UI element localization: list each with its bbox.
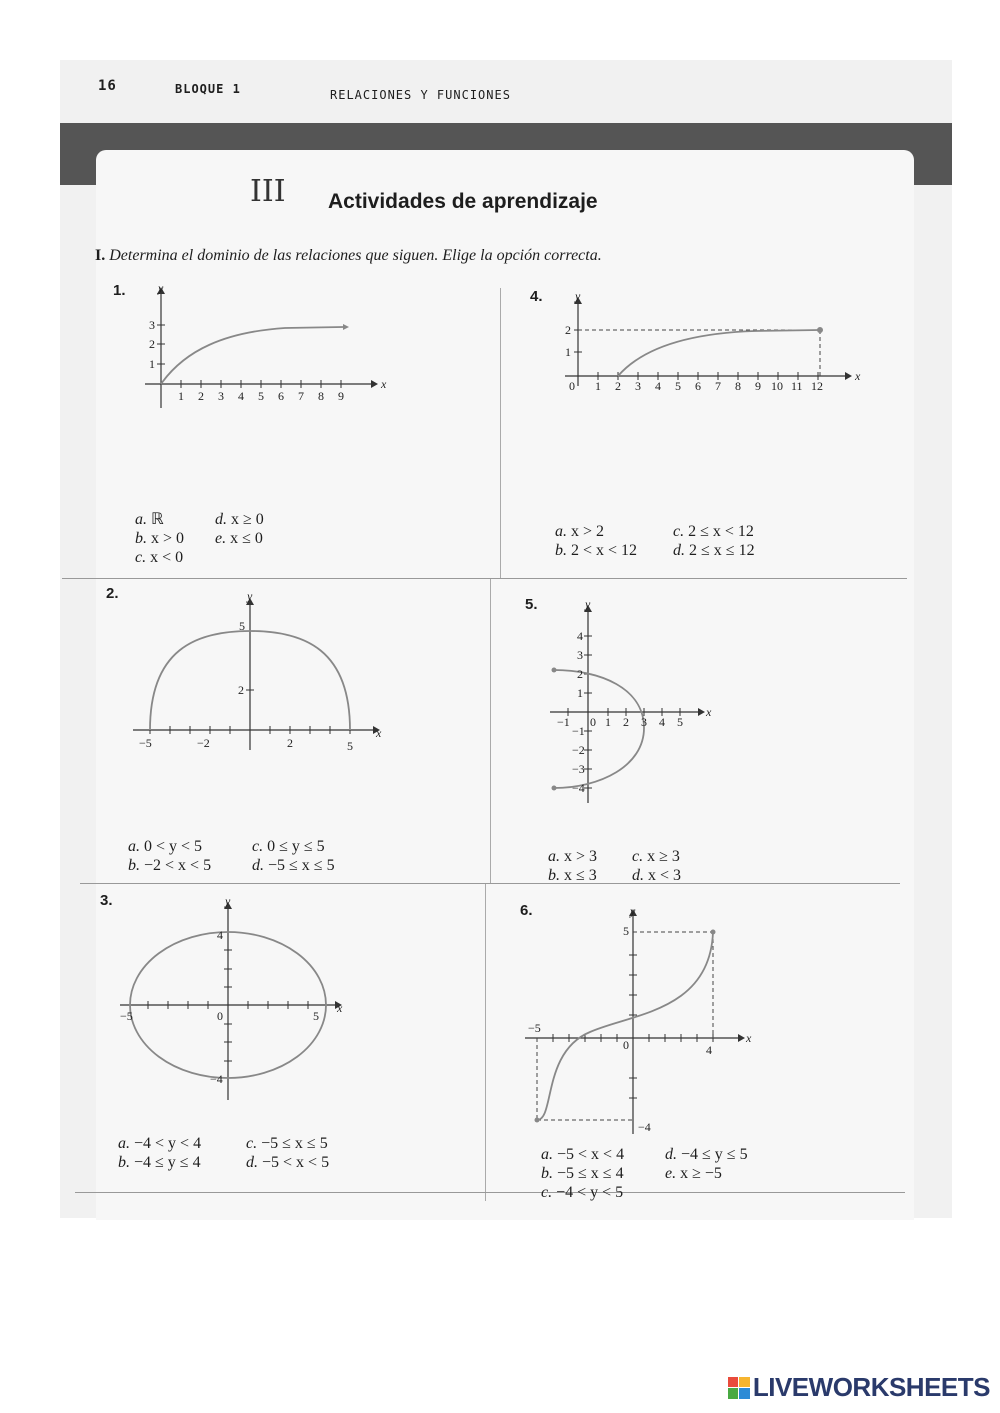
x-tick-label: 2 bbox=[623, 715, 629, 729]
x-tick-label: 12 bbox=[811, 379, 823, 393]
y-tick-label: 2 bbox=[565, 323, 571, 337]
page-number: 16 bbox=[98, 78, 117, 94]
x-tick-label: 6 bbox=[695, 379, 701, 393]
x-tick-label: 1 bbox=[605, 715, 611, 729]
curve bbox=[618, 330, 820, 376]
curve bbox=[161, 327, 343, 384]
problem-6-number: 6. bbox=[520, 902, 533, 919]
problem-2-options: a. 0 < y < 5 c. 0 ≤ y ≤ 5 b. −2 < x < 5 d. −5 ≤ x ≤ 5 bbox=[128, 838, 335, 874]
problem-3-graph bbox=[110, 895, 360, 1105]
block-label: BLOQUE 1 bbox=[175, 82, 241, 96]
problem-4-number: 4. bbox=[530, 288, 543, 305]
x-tick-label: 9 bbox=[755, 379, 761, 393]
x-tick-label: 4 bbox=[659, 715, 665, 729]
y-tick-label: −4 bbox=[638, 1120, 651, 1134]
problem-6-options: a. −5 < x < 4 d. −4 ≤ y ≤ 5 b. −5 ≤ x ≤ 4 e. x ≥ −5 c. −4 < y < 5 bbox=[541, 1146, 748, 1201]
brand-text: LIVEWORKSHEETS bbox=[752, 1372, 990, 1402]
problem-4-options: a. x > 2 c. 2 ≤ x < 12 b. 2 < x < 12 d. 2 ≤ x ≤ 12 bbox=[555, 523, 755, 559]
x-tick-label: 0 bbox=[217, 1009, 223, 1023]
y-axis-label: y bbox=[225, 894, 231, 908]
y-tick-label: 1 bbox=[149, 357, 155, 371]
x-tick-label: 8 bbox=[318, 389, 324, 403]
x-tick-label: 5 bbox=[258, 389, 264, 403]
problem-2-graph bbox=[125, 590, 395, 760]
instruction bbox=[95, 247, 602, 265]
x-axis-label: x bbox=[337, 1001, 343, 1015]
y-tick-label: 3 bbox=[577, 648, 583, 662]
x-tick-label: 5 bbox=[675, 379, 681, 393]
x-axis-label: x bbox=[706, 705, 712, 719]
y-tick-label: 1 bbox=[577, 686, 583, 700]
divider-horizontal bbox=[75, 1192, 905, 1193]
y-tick-label: −2 bbox=[572, 743, 585, 757]
problem-3-options: a. −4 < y < 4 c. −5 ≤ x ≤ 5 b. −4 ≤ y ≤ 4 d. −5 < x < 5 bbox=[118, 1135, 330, 1171]
problem-5-number: 5. bbox=[525, 596, 538, 613]
divider-horizontal bbox=[80, 883, 900, 884]
y-tick-label: −3 bbox=[572, 762, 585, 776]
problem-5-graph bbox=[540, 598, 720, 808]
x-tick-label: 7 bbox=[298, 389, 304, 403]
x-tick-label: 1 bbox=[595, 379, 601, 393]
y-tick-label: −4 bbox=[210, 1072, 223, 1086]
liveworksheets-logo-icon bbox=[728, 1377, 750, 1399]
problem-1-options: a. ℝ d. x ≥ 0 b. x > 0 e. x ≤ 0 c. x < 0 bbox=[135, 511, 264, 566]
problem-2-number: 2. bbox=[106, 585, 119, 602]
x-tick-label: 3 bbox=[641, 715, 647, 729]
x-axis-label: x bbox=[376, 726, 382, 740]
y-axis-label: y bbox=[585, 597, 591, 611]
liveworksheets-brand[interactable] bbox=[728, 1372, 990, 1403]
y-tick-label: 5 bbox=[623, 924, 629, 938]
problem-1-number: 1. bbox=[113, 282, 126, 299]
y-axis-label: y bbox=[247, 589, 253, 603]
curve bbox=[537, 932, 713, 1120]
divider-vertical bbox=[500, 288, 501, 578]
problem-6-graph bbox=[520, 902, 760, 1142]
x-tick-label: 0 bbox=[569, 379, 575, 393]
x-tick-label: 6 bbox=[278, 389, 284, 403]
x-tick-label: 4 bbox=[655, 379, 661, 393]
section-label: RELACIONES Y FUNCIONES bbox=[330, 88, 511, 102]
y-tick-label: −4 bbox=[572, 781, 585, 795]
x-tick-label: 3 bbox=[218, 389, 224, 403]
x-tick-label: 4 bbox=[706, 1043, 712, 1057]
x-tick-label: −2 bbox=[197, 736, 210, 750]
x-axis-label: x bbox=[381, 377, 387, 391]
x-tick-label: 1 bbox=[178, 389, 184, 403]
y-axis-label: y bbox=[575, 289, 581, 303]
x-tick-label: 2 bbox=[287, 736, 293, 750]
problem-3-number: 3. bbox=[100, 892, 113, 909]
problem-1-graph bbox=[125, 280, 395, 410]
problem-4-graph bbox=[555, 290, 865, 400]
instruction-text: Determina el dominio de las relaciones que siguen. Elige la opción correcta. bbox=[109, 247, 602, 264]
x-tick-label: 7 bbox=[715, 379, 721, 393]
x-tick-label: 10 bbox=[771, 379, 783, 393]
x-tick-label: 5 bbox=[677, 715, 683, 729]
activity-title: Actividades de aprendizaje bbox=[328, 190, 598, 213]
y-tick-label: −1 bbox=[572, 724, 585, 738]
x-tick-label: 2 bbox=[198, 389, 204, 403]
problem-5-options: a. x > 3 c. x ≥ 3 b. x ≤ 3 d. x < 3 bbox=[548, 848, 682, 884]
x-tick-label: 8 bbox=[735, 379, 741, 393]
y-tick-label: 3 bbox=[149, 318, 155, 332]
y-axis-label: y bbox=[158, 281, 164, 295]
x-axis-label: x bbox=[855, 369, 861, 383]
y-tick-label: 2 bbox=[149, 337, 155, 351]
divider-vertical bbox=[490, 578, 491, 883]
x-tick-label: 3 bbox=[635, 379, 641, 393]
x-tick-label: 9 bbox=[338, 389, 344, 403]
y-axis-label: y bbox=[630, 904, 636, 918]
x-tick-label: 5 bbox=[313, 1009, 319, 1023]
x-tick-label: −5 bbox=[120, 1009, 133, 1023]
y-tick-label: 1 bbox=[565, 345, 571, 359]
y-tick-label: 4 bbox=[577, 629, 583, 643]
x-tick-label: −1 bbox=[557, 715, 570, 729]
curve bbox=[554, 670, 644, 788]
y-tick-label: 2 bbox=[238, 683, 244, 697]
y-tick-label: 5 bbox=[239, 619, 245, 633]
x-tick-label: 0 bbox=[623, 1038, 629, 1052]
x-axis-label: x bbox=[746, 1031, 752, 1045]
divider-horizontal bbox=[62, 578, 907, 579]
divider-vertical bbox=[485, 883, 486, 1201]
roman-numeral: III bbox=[250, 174, 286, 209]
x-tick-label: 2 bbox=[615, 379, 621, 393]
x-tick-label: 5 bbox=[347, 739, 353, 753]
x-tick-label: 4 bbox=[238, 389, 244, 403]
instruction-number: I. bbox=[95, 247, 106, 264]
x-tick-label: −5 bbox=[139, 736, 152, 750]
x-tick-label: −5 bbox=[528, 1021, 541, 1035]
y-tick-label: 4 bbox=[217, 928, 223, 942]
x-tick-label: 0 bbox=[590, 715, 596, 729]
x-tick-label: 11 bbox=[791, 379, 803, 393]
y-tick-label: 2 bbox=[577, 667, 583, 681]
